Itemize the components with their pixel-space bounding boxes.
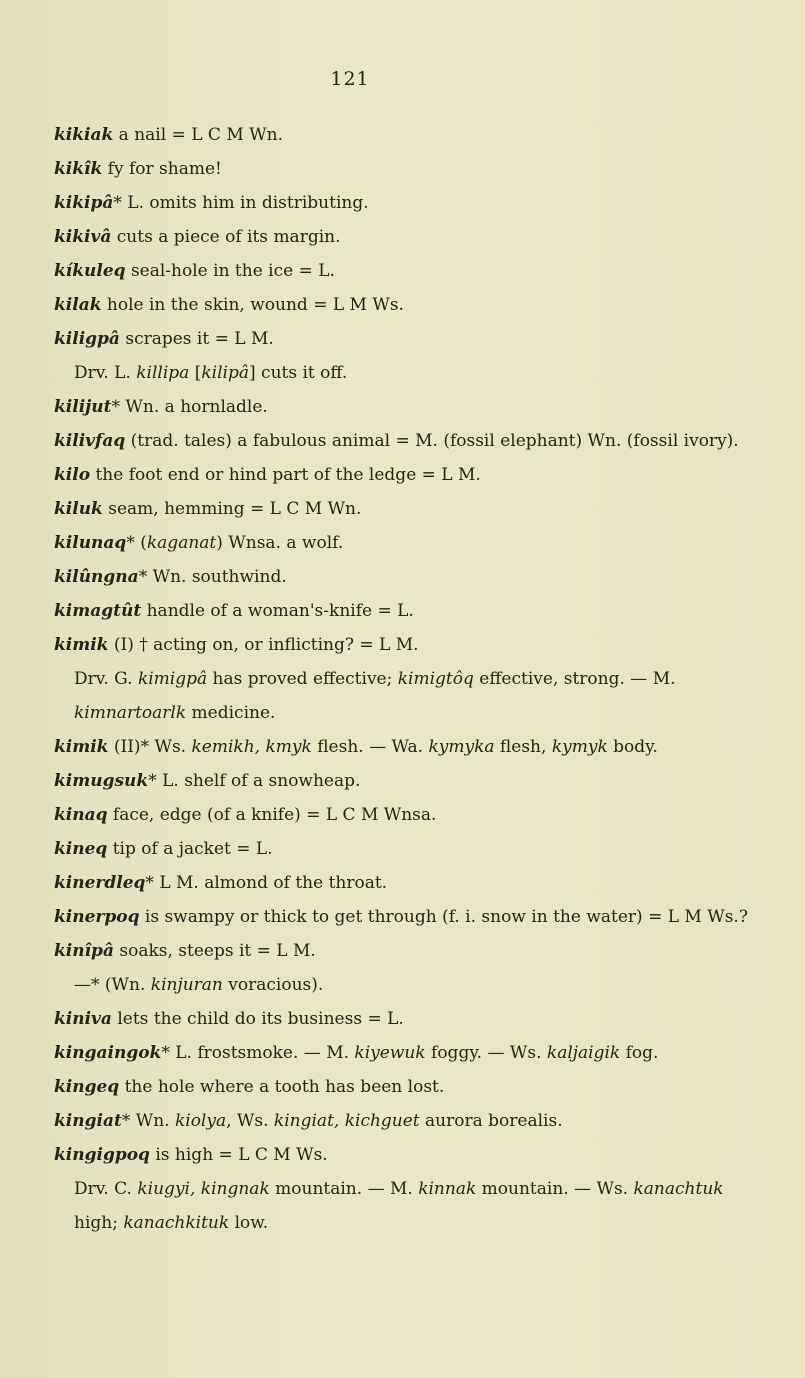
entry-italic: kingiat, kichguet	[273, 1111, 420, 1131]
entry-text: * Wn. a hornladle.	[111, 397, 268, 417]
entry-text: seam, hemming = L C M Wn.	[102, 499, 362, 519]
entry-text: voracious).	[222, 975, 324, 995]
dictionary-entry	[54, 458, 770, 492]
entry-text: lets the child do its business = L.	[111, 1009, 404, 1029]
dictionary-entry	[54, 866, 770, 900]
headword: kilunaq	[54, 533, 127, 553]
entry-italic: kiyewuk	[354, 1043, 426, 1063]
entry-text: hole in the skin, wound = L M Ws.	[101, 295, 404, 315]
dictionary-entry	[54, 1172, 770, 1240]
entry-text: the foot end or hind part of the ledge = L M.	[90, 465, 481, 485]
entry-text: Drv. L.	[74, 363, 137, 383]
entry-text: soaks, steeps it = L M.	[113, 941, 316, 961]
entry-text: scrapes it = L M.	[119, 329, 274, 349]
dictionary-entry	[54, 390, 770, 424]
entry-text: high;	[74, 1213, 124, 1233]
entry-text: cuts a piece of its margin.	[111, 227, 341, 247]
headword: kimagtût	[54, 601, 142, 621]
dictionary-entry	[54, 424, 770, 458]
entry-text: foggy. — Ws.	[425, 1043, 547, 1063]
headword: kimik	[54, 737, 109, 757]
entry-text: is swampy or thick to get through (f. i. snow in the water) = L M Ws.?	[139, 907, 748, 927]
entry-text: fog.	[620, 1043, 659, 1063]
headword: kinîpâ	[54, 941, 114, 961]
dictionary-entry	[54, 220, 770, 254]
headword: kilijut	[54, 397, 112, 417]
entry-text: ] cuts it off.	[249, 363, 348, 383]
entry-text: —* (Wn.	[74, 975, 151, 995]
dictionary-entry	[54, 934, 770, 968]
entry-text: fy for shame!	[102, 159, 222, 179]
headword: kiligpâ	[54, 329, 120, 349]
entry-text: body.	[607, 737, 658, 757]
entry-text: a nail = L C M Wn.	[113, 125, 283, 145]
entry-italic: kymyk	[551, 737, 608, 757]
entry-text: mountain. — M.	[269, 1179, 419, 1199]
entry-italic: kilipâ	[201, 363, 250, 383]
entry-italic: kaljaigik	[546, 1043, 621, 1063]
headword: kingiat	[54, 1111, 122, 1131]
dictionary-entry	[54, 322, 770, 356]
dictionary-entry	[54, 254, 770, 288]
dictionary-entry	[54, 526, 770, 560]
entry-italic: kemikh, kmyk	[191, 737, 312, 757]
entry-italic: kinnak	[418, 1179, 477, 1199]
entry-italic: kaganat	[146, 533, 217, 553]
dictionary-entry	[54, 152, 770, 186]
dictionary-entry	[54, 1036, 770, 1070]
entry-italic: kanachtuk	[633, 1179, 724, 1199]
headword: kikiak	[54, 125, 114, 145]
headword: kineq	[54, 839, 108, 859]
entry-italic: killipa	[136, 363, 190, 383]
headword: kíkuleq	[54, 261, 126, 281]
entry-text: * Wn. southwind.	[138, 567, 287, 587]
dictionary-entry	[54, 492, 770, 526]
dictionary-entry	[54, 968, 770, 1002]
headword: kikivâ	[54, 227, 112, 247]
entry-text: Drv. G.	[74, 669, 138, 689]
entry-text: face, edge (of a knife) = L C M Wnsa.	[107, 805, 437, 825]
dictionary-entry	[54, 356, 770, 390]
headword: kikîk	[54, 159, 103, 179]
entry-italic: kiugyi, kingnak	[137, 1179, 270, 1199]
entry-text: mountain. — Ws.	[476, 1179, 634, 1199]
entry-list	[54, 118, 770, 1240]
dictionary-entry	[54, 798, 770, 832]
dictionary-entry	[54, 628, 770, 662]
entry-text: * L. frostsmoke. — M.	[161, 1043, 355, 1063]
entry-text: ) Wnsa. a wolf.	[216, 533, 344, 553]
headword: kinaq	[54, 805, 108, 825]
headword: kilivfaq	[54, 431, 126, 451]
entry-text: * Wn.	[121, 1111, 175, 1131]
dictionary-entry	[54, 900, 770, 934]
entry-text: medicine.	[186, 703, 276, 723]
headword: kinerpoq	[54, 907, 140, 927]
entry-text: , Ws.	[226, 1111, 274, 1131]
page-number: 121	[330, 68, 370, 90]
entry-text: tip of a jacket = L.	[107, 839, 273, 859]
entry-text: Drv. C.	[74, 1179, 138, 1199]
entry-text: (trad. tales) a fabulous animal = M. (fossil elephant) Wn. (fossil ivory).	[125, 431, 739, 451]
entry-italic: kimnartoarlk	[74, 703, 187, 723]
entry-italic: kimigtôq	[397, 669, 474, 689]
entry-text: * L. shelf of a snowheap.	[148, 771, 361, 791]
entry-text: is high = L C M Ws.	[149, 1145, 328, 1165]
entry-italic: kimigpâ	[137, 669, 208, 689]
entry-text: handle of a woman's-knife = L.	[141, 601, 414, 621]
headword: kimik	[54, 635, 109, 655]
entry-text: * L. omits him in distributing.	[113, 193, 369, 213]
entry-text: aurora borealis.	[419, 1111, 563, 1131]
dictionary-entry	[54, 186, 770, 220]
headword: kingigpoq	[54, 1145, 150, 1165]
headword: kikipâ	[54, 193, 114, 213]
entry-text: * L M. almond of the throat.	[145, 873, 388, 893]
dictionary-entry	[54, 662, 770, 730]
dictionary-entry	[54, 594, 770, 628]
dictionary-entry	[54, 118, 770, 152]
headword: kilûngna	[54, 567, 139, 587]
dictionary-entry	[54, 1070, 770, 1104]
headword: kiluk	[54, 499, 103, 519]
dictionary-entry	[54, 1002, 770, 1036]
headword: kinerdleq	[54, 873, 146, 893]
entry-italic: kiolya	[174, 1111, 227, 1131]
entry-text: (I) † acting on, or inflicting? = L M.	[108, 635, 419, 655]
dictionary-entry	[54, 1138, 770, 1172]
dictionary-entry	[54, 1104, 770, 1138]
entry-text: flesh,	[494, 737, 552, 757]
dictionary-entry	[54, 832, 770, 866]
headword: kingeq	[54, 1077, 120, 1097]
headword: kingaingok	[54, 1043, 162, 1063]
entry-text: effective, strong. — M.	[473, 669, 676, 689]
dictionary-entry	[54, 730, 770, 764]
headword: kilo	[54, 465, 91, 485]
entry-text: the hole where a tooth has been lost.	[119, 1077, 445, 1097]
dictionary-entry	[54, 288, 770, 322]
headword: kilak	[54, 295, 102, 315]
entry-text: has proved effective;	[207, 669, 398, 689]
headword: kiniva	[54, 1009, 112, 1029]
entry-text: (II)* Ws.	[108, 737, 192, 757]
entry-italic: kanachkituk	[123, 1213, 230, 1233]
entry-italic: kinjuran	[150, 975, 223, 995]
dictionary-entry	[54, 764, 770, 798]
entry-text: seal-hole in the ice = L.	[125, 261, 335, 281]
headword: kimugsuk	[54, 771, 149, 791]
entry-italic: kymyka	[428, 737, 495, 757]
entry-text: low.	[229, 1213, 269, 1233]
entry-text: * (	[126, 533, 147, 553]
entry-text: flesh. — Wa.	[311, 737, 429, 757]
dictionary-entry	[54, 560, 770, 594]
entry-text: [	[189, 363, 202, 383]
